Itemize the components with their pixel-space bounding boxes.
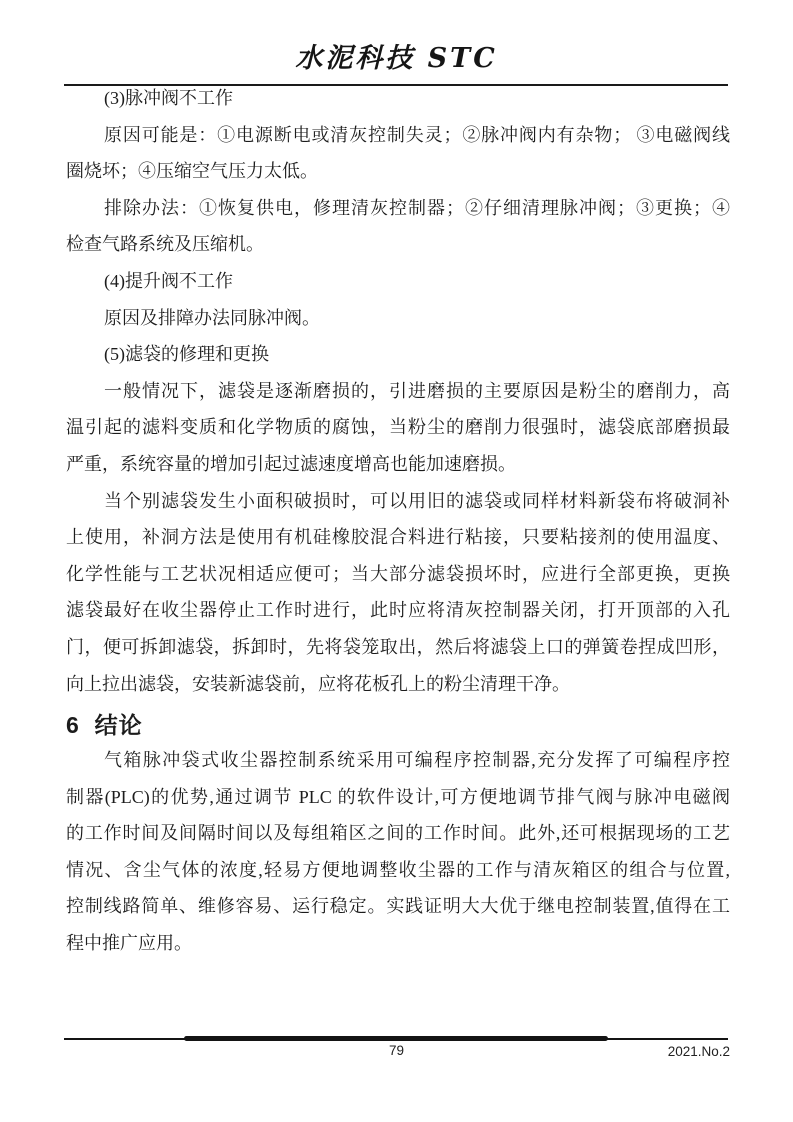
footer-rule — [64, 1038, 728, 1040]
text-line: 的工作时间及间隔时间以及每组箱区之间的工作时间。此外,还可根据现场的工艺 — [66, 823, 730, 844]
text-line: 原因可能是：①电源断电或清灰控制失灵；②脉冲阀内有杂物； ③电磁阀线 — [104, 124, 730, 145]
text-line: 控制线路简单、维修容易、运行稳定。实践证明大大优于继电控制装置,值得在工 — [66, 896, 730, 917]
text-line: (3)脉冲阀不工作 — [104, 88, 233, 108]
text-line: 滤袋最好在收尘器停止工作时进行，此时应将清灰控制器关闭，打开顶部的入孔 — [66, 600, 730, 621]
text-line: 气箱脉冲袋式收尘器控制系统采用可编程序控制器,充分发挥了可编程序控 — [104, 750, 730, 771]
text-line: 严重，系统容量的增加引起过滤速度增高也能加速磨损。 — [66, 453, 516, 474]
text-line: 检查气路系统及压缩机。 — [66, 234, 264, 255]
text-line: 当个别滤袋发生小面积破损时，可以用旧的滤袋或同样材料新袋布将破洞补 — [104, 490, 730, 511]
text-line: 一般情况下，滤袋是逐渐磨损的，引进磨损的主要原因是粉尘的磨削力，高 — [104, 380, 730, 401]
text-line: 制器(PLC)的优势,通过调节 PLC 的软件设计,可方便地调节排气阀与脉冲电磁阀 — [66, 786, 730, 807]
text-line: (4)提升阀不工作 — [104, 270, 233, 291]
text-line: 门，便可拆卸滤袋，拆卸时，先将袋笼取出，然后将滤袋上口的弹簧卷捏成凹形， — [66, 636, 730, 657]
text-line: 圈烧坏；④压缩空气压力太低。 — [66, 161, 318, 182]
text-line: 情况、含尘气体的浓度,轻易方便地调整收尘器的工作与清灰箱区的组合与位置, — [66, 859, 730, 880]
journal-title: 水泥科技 STC — [295, 43, 498, 74]
text-line: 程中推广应用。 — [66, 933, 192, 954]
text-line: 温引起的滤料变质和化学物质的腐蚀，当粉尘的磨削力很强时，滤袋底部磨损最 — [66, 417, 730, 438]
text-line: 上使用，补洞方法是使用有机硅橡胶混合料进行粘接，只要粘接剂的使用温度、 — [66, 527, 730, 548]
page-number: 79 — [388, 1043, 405, 1058]
text-line: 化学性能与工艺状况相适应便可；当大部分滤袋损坏时，应进行全部更换，更换 — [66, 563, 730, 584]
text-line: 向上拉出滤袋，安装新滤袋前，应将花板孔上的粉尘清理干净。 — [66, 673, 570, 694]
section-heading: 6 结论 — [66, 712, 143, 739]
body-text — [66, 80, 730, 962]
text-line: 原因及排障办法同脉冲阀。 — [104, 307, 320, 328]
text-line: 排除办法：①恢复供电，修理清灰控制器；②仔细清理脉冲阀；③更换；④ — [104, 197, 730, 218]
text-line: (5)滤袋的修理和更换 — [104, 344, 269, 365]
issue-number: 2021.No.2 — [667, 1044, 730, 1059]
